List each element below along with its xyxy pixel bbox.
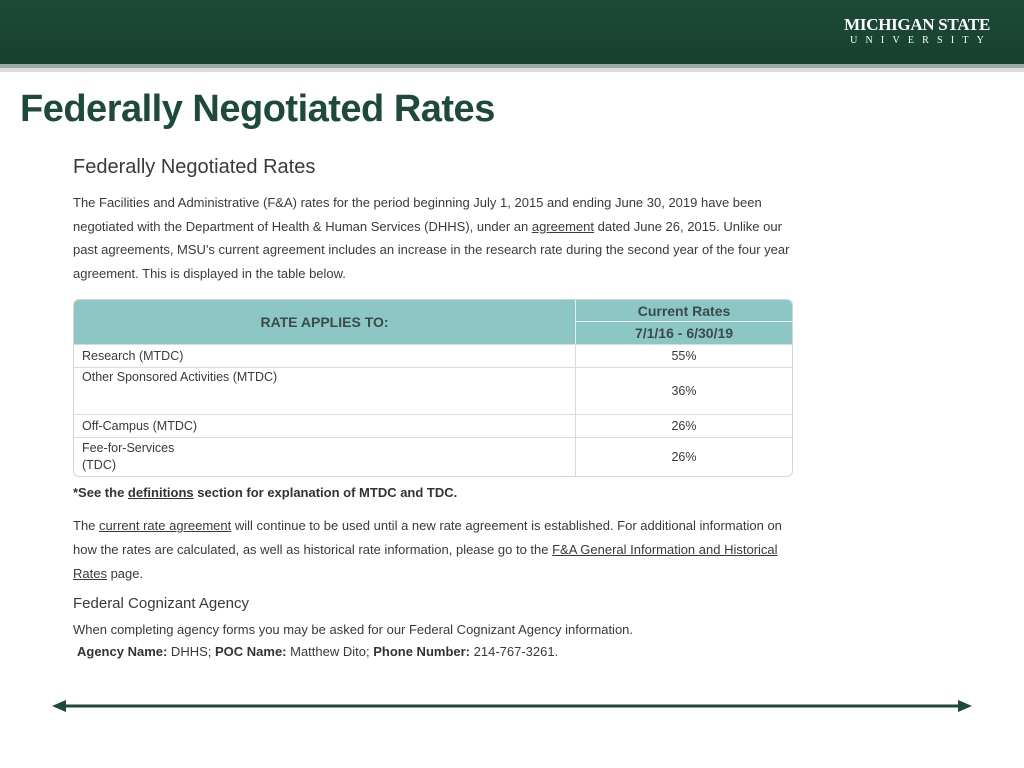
logo-line-2: UNIVERSITY <box>850 35 993 46</box>
table-row <box>74 437 792 476</box>
footnote-text-1: *See the <box>73 485 128 501</box>
table-row <box>74 414 792 437</box>
rate-applies-header: RATE APPLIES TO: <box>74 300 575 344</box>
row-label-line-2: (TDC) <box>82 458 117 473</box>
table-header-row <box>74 300 792 321</box>
phone-number-value: 214-767-3261. <box>470 644 559 660</box>
poc-name-value: Matthew Dito; <box>286 644 374 660</box>
agency-name-value: DHHS; <box>167 644 215 660</box>
agreement-link[interactable]: agreement <box>531 218 594 234</box>
agency-intro: When completing agency forms you may be asked for our Federal Cognizant Agency information. <box>73 622 634 638</box>
msu-logo <box>844 15 993 48</box>
current-rate-agreement-link[interactable]: current rate agreement <box>99 518 232 534</box>
rate-period-header: 7/1/16 - 6/30/19 <box>575 321 792 344</box>
para2-text-2: will continue to be used until a new rate agreement is established. For additional information on how the rates are calculated, as well as historical rate information, please go to the <box>73 518 782 557</box>
row-label: Research (MTDC) <box>74 344 575 367</box>
banner-stripe-light <box>0 68 1024 72</box>
table-row <box>74 344 792 367</box>
right-arrowhead-icon <box>958 700 972 712</box>
historical-rates-link[interactable]: F&A General Information and Historical Rates <box>73 541 778 581</box>
row-rate: 55% <box>575 344 792 367</box>
left-arrowhead-icon <box>52 700 66 712</box>
rates-table <box>73 299 793 477</box>
section-heading: Federally Negotiated Rates <box>73 156 316 178</box>
agency-name-label: Agency Name: <box>77 644 168 660</box>
intro-text-2: dated June 26, 2015. Unlike our past agreements, MSU's current agreement includes an increase in the research rate during the second year of the four year agreement. This is displayed in the table below. <box>73 218 790 281</box>
screenshot-content <box>73 156 793 659</box>
row-label <box>74 437 575 476</box>
row-label: Other Sponsored Activities (MTDC) <box>74 367 575 414</box>
agency-details <box>77 644 793 659</box>
phone-number-label: Phone Number: <box>373 644 471 660</box>
logo-line-1: MICHIGAN STATE <box>844 15 990 34</box>
row-rate: 26% <box>575 437 792 476</box>
footnote-text-2: section for explanation of MTDC and TDC. <box>193 485 458 501</box>
para2-text-1: The <box>73 518 100 534</box>
current-rates-header: Current Rates <box>575 300 792 321</box>
table-footnote <box>73 485 793 500</box>
row-rate: 26% <box>575 414 792 437</box>
row-rate: 36% <box>575 367 792 414</box>
intro-text-1: The Facilities and Administrative (F&A) rates for the period beginning July 1, 2015 and ending June 30, 2019 have been negotiated with the Department of Health & Human Services (DHHS), under an <box>73 195 762 234</box>
para2-text-3: page. <box>106 565 144 581</box>
rate-info-paragraph <box>73 514 793 585</box>
row-label-line-1: Fee-for-Services <box>82 441 175 456</box>
agency-heading: Federal Cognizant Agency <box>73 595 249 613</box>
row-label: Off-Campus (MTDC) <box>74 414 575 437</box>
intro-paragraph <box>73 191 793 285</box>
poc-name-label: POC Name: <box>214 644 287 660</box>
bottom-divider-arrow <box>52 699 972 713</box>
slide-title: Federally Negotiated Rates <box>20 88 495 130</box>
definitions-link[interactable]: definitions <box>127 485 194 501</box>
table-row <box>74 367 792 414</box>
